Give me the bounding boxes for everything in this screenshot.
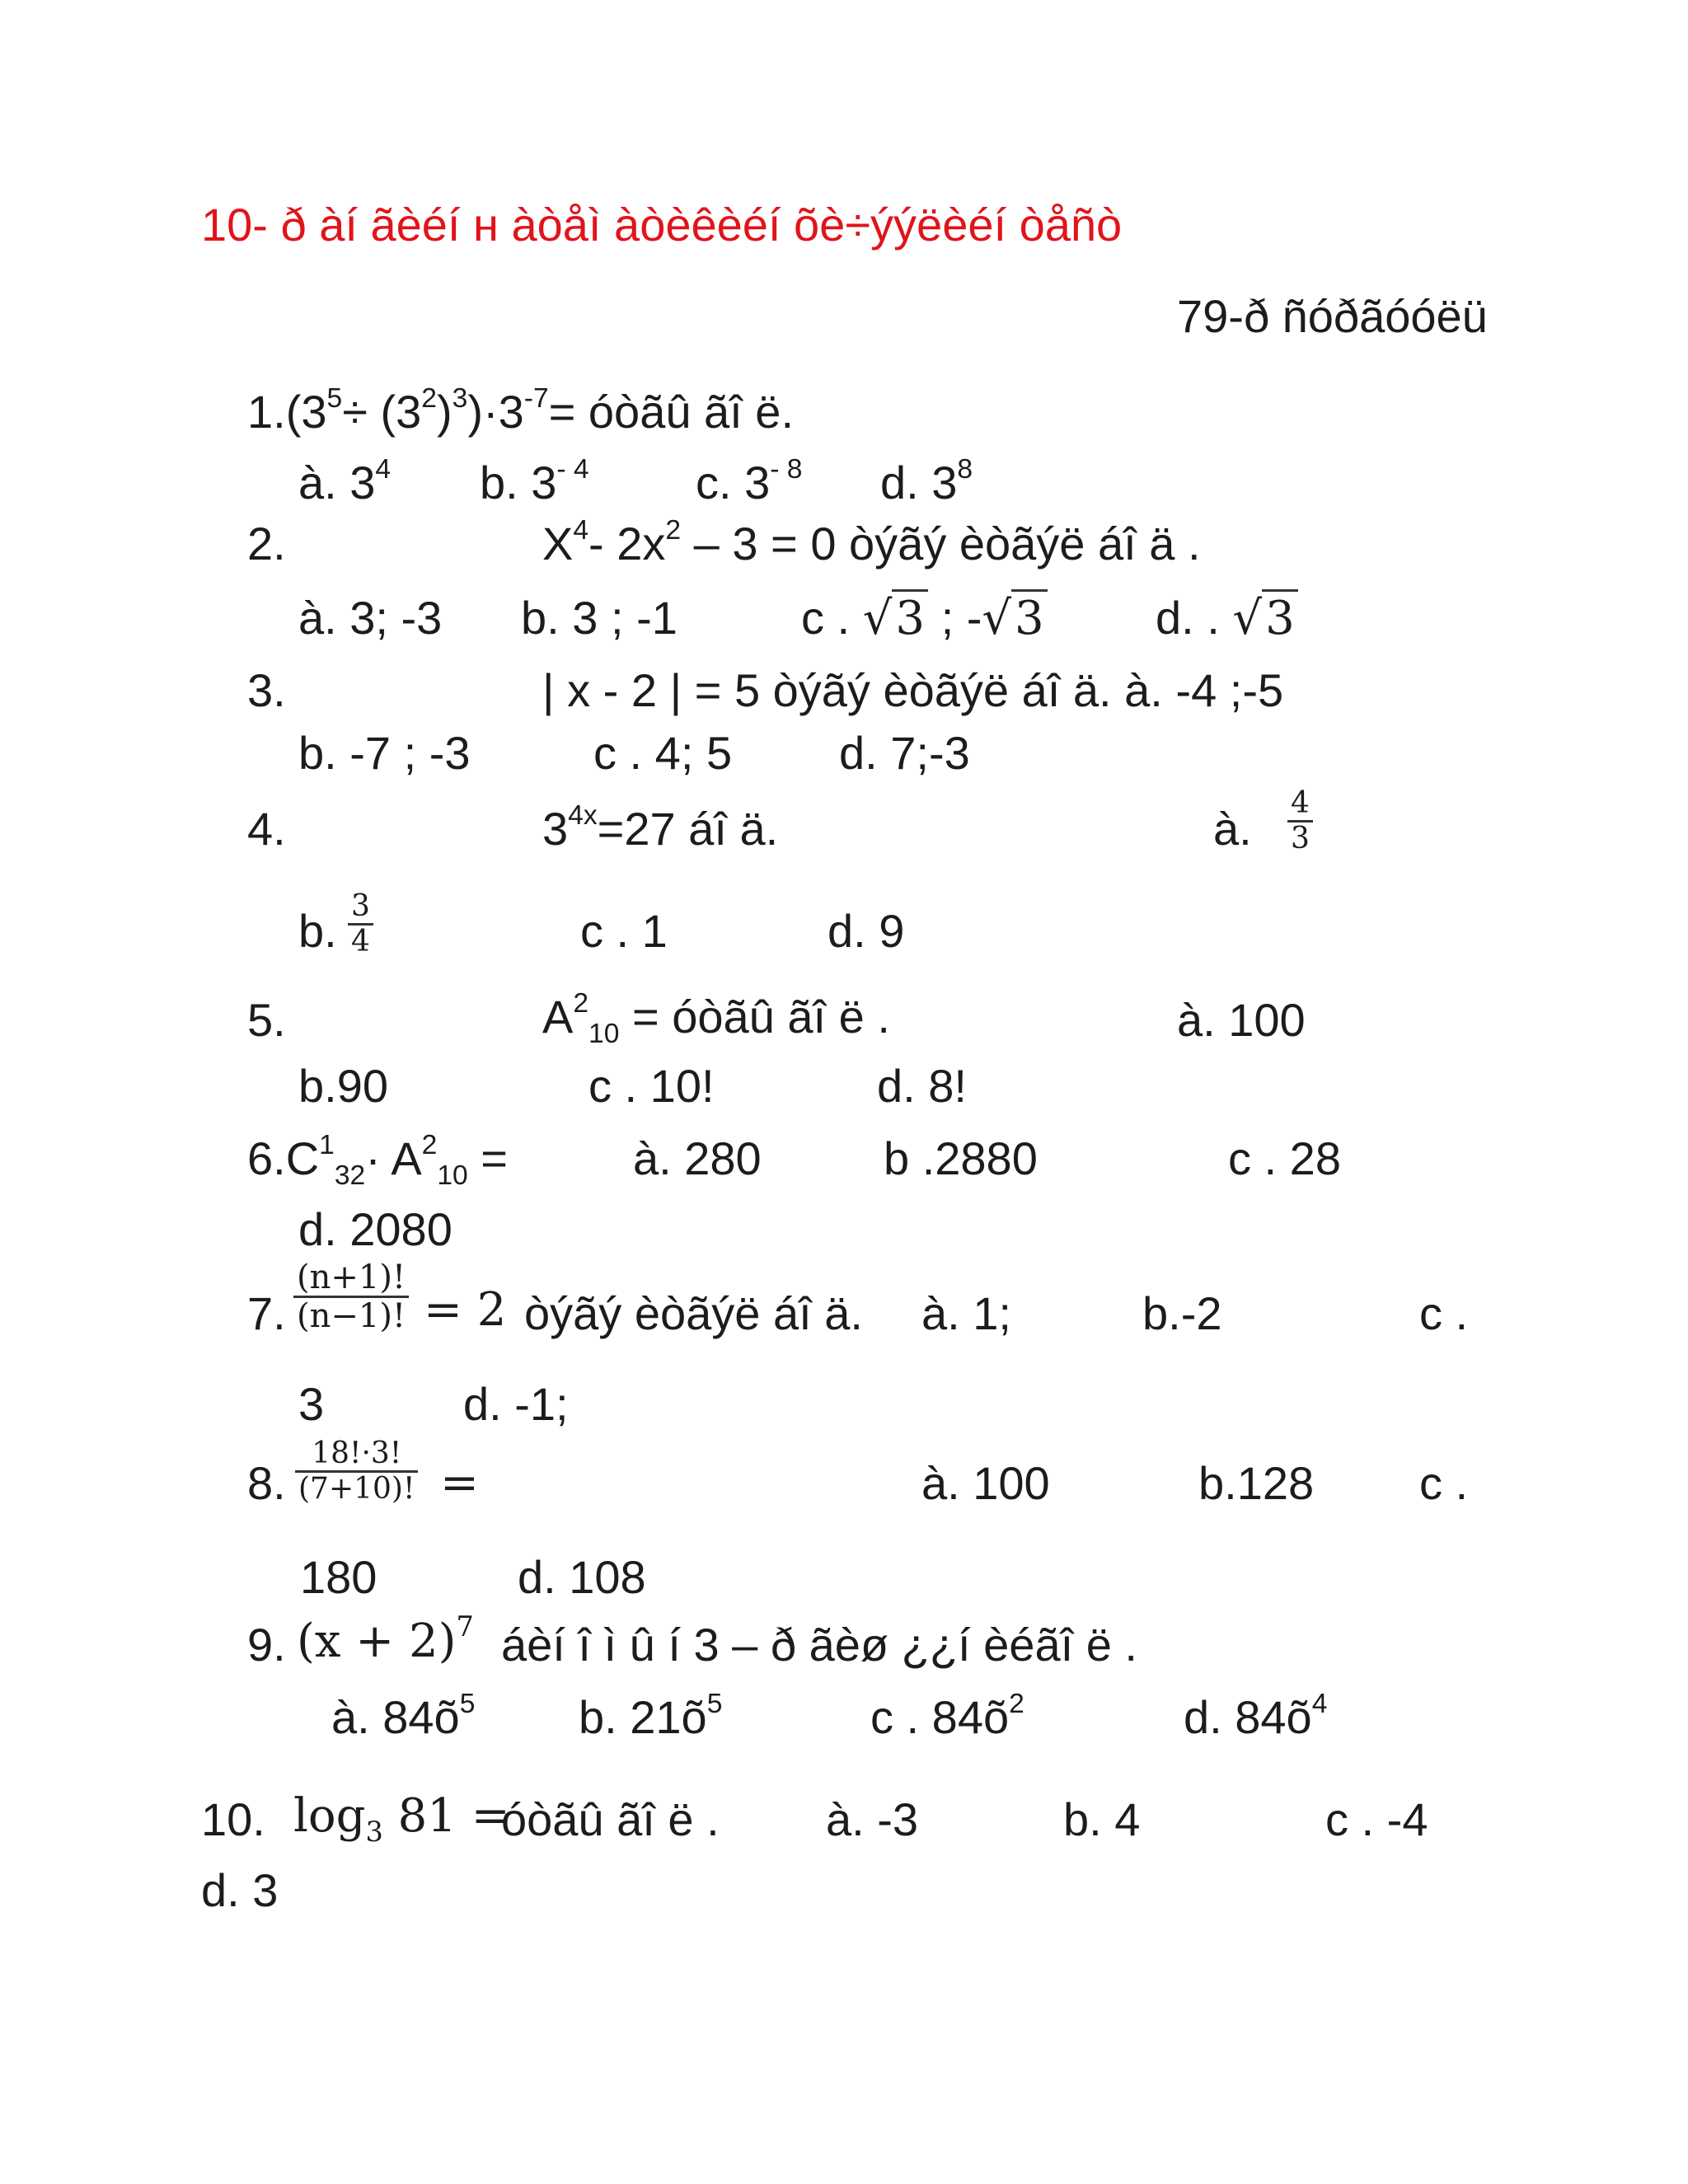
q3-option-c: c . 4; 5 xyxy=(593,727,733,779)
q7-number: 7. xyxy=(247,1287,286,1339)
q6-option-d: d. 2080 xyxy=(298,1203,452,1255)
q9-number: 9. xyxy=(247,1619,286,1671)
q7-option-c-label: c . xyxy=(1419,1287,1469,1339)
q1-mid: )·3 xyxy=(467,386,524,438)
q4-option-b-fraction: $\frac{3}{4}$ xyxy=(348,890,373,958)
q5-option-a: à. 100 xyxy=(1177,994,1306,1046)
q8-option-c-label: c . xyxy=(1419,1457,1469,1509)
q9-option-c: c . $84õ^2$ xyxy=(870,1688,1025,1743)
q10-option-c: c . -4 xyxy=(1325,1793,1428,1845)
q6-option-b: b .2880 xyxy=(884,1132,1038,1184)
q1-option-c: c. $3^{- 8}$ xyxy=(696,453,803,509)
q5-number: 5. xyxy=(247,994,286,1046)
q7-option-c-value: 3 xyxy=(298,1378,325,1430)
q9-option-a: à. $84õ^5$ xyxy=(331,1688,476,1743)
worksheet-title: 10- ð àí ãèéí н àòåì àòèêèéí õè÷ýýëèéí òåñò xyxy=(201,199,1123,251)
q4-option-d: d. 9 xyxy=(828,905,905,957)
q1-exp1: 5 xyxy=(326,382,343,414)
q5-option-c: c . 10! xyxy=(588,1060,715,1112)
q4-option-c: c . 1 xyxy=(580,905,668,957)
q7-equals: = 2 xyxy=(424,1283,507,1337)
q8-option-a: à. 100 xyxy=(921,1457,1050,1509)
q1-tail: = óòãû ãî ë. xyxy=(548,386,795,438)
q4-option-a-fraction: $\frac{4}{3}$ xyxy=(1287,787,1313,855)
q2-option-d: d. . √3 xyxy=(1156,595,1298,642)
q3-number: 3. xyxy=(247,664,286,716)
q8-number: 8. xyxy=(247,1457,286,1509)
q10-text: óòãû ãî ë . xyxy=(501,1793,720,1845)
q3-option-d: d. 7;-3 xyxy=(839,727,970,779)
q9-expression: $(x + 2)^7$ xyxy=(297,1610,474,1668)
q1-option-a: à. $3^4$ xyxy=(298,453,392,509)
q2-option-c: c . √3 ; -√3 xyxy=(801,595,1048,642)
q5-option-b: b.90 xyxy=(298,1060,388,1112)
q7-text: òýãý èòãýë áî ä. xyxy=(524,1287,863,1339)
q8-equals: = xyxy=(440,1456,479,1510)
q2-option-b: b. 3 ; -1 xyxy=(521,592,678,644)
q1-option-b: b. $3^{- 4}$ xyxy=(480,453,589,509)
q10-option-b: b. 4 xyxy=(1063,1793,1141,1845)
q8-option-d: d. 108 xyxy=(518,1551,646,1603)
q7-option-a: à. 1; xyxy=(921,1287,1011,1339)
q1-base: 3 xyxy=(301,386,327,438)
q1-exp3: 3 xyxy=(452,382,468,414)
q8-fraction: $\frac{18!\cdot 3!}{(7+10)!}$ xyxy=(295,1437,418,1505)
q5-option-d: d. 8! xyxy=(877,1060,967,1112)
variant-label: 79-ð ñóðãóóëü xyxy=(1177,290,1488,342)
question-1: $1.(3^5\div (3^2)^3)\cdot 3^{-7}=$ óòãû ãî ë. xyxy=(247,382,795,438)
q1-base2: (3 xyxy=(380,386,422,438)
q9-text: áèí î ì û í 3 – ð ãèø ¿¿í èéãî ë . xyxy=(501,1619,1137,1671)
q10-option-d: d. 3 xyxy=(201,1864,279,1916)
q1-option-d: d. $3^8$ xyxy=(880,453,973,509)
q2-option-a: à. 3; -3 xyxy=(298,592,443,644)
q2-number: 2. xyxy=(247,518,286,569)
q7-option-d: d. -1; xyxy=(463,1378,569,1430)
q3-option-b: b. -7 ; -3 xyxy=(298,727,471,779)
q8-option-c-value: 180 xyxy=(300,1551,377,1603)
q4-equation: $3^{4x}=27$ áî ä. xyxy=(542,799,779,855)
q2-equation: $X^4-$ $2x^2 - 3 = 0$ òýãý èòãýë áî ä . xyxy=(542,514,1201,569)
q10-option-a: à. -3 xyxy=(826,1793,919,1845)
q10-number: 10. xyxy=(201,1793,265,1845)
q1-exp2: 2 xyxy=(421,382,437,414)
q7-option-b: b.-2 xyxy=(1142,1287,1222,1339)
q6-option-a: à. 280 xyxy=(633,1132,762,1184)
q4-number: 4. xyxy=(247,803,286,855)
q6-expression: $6.C^1_{32}\cdot A^2_{10}$ = xyxy=(247,1129,508,1191)
q4-option-b-label: b. xyxy=(298,905,337,957)
q7-fraction: $\frac{(n+1)!}{(n-1)!}$ xyxy=(293,1259,409,1334)
q3-equation: | x - 2 | = 5 òýãý èòãýë áî ä. à. -4 ;-5 xyxy=(542,664,1284,716)
q8-option-b: b.128 xyxy=(1198,1457,1315,1509)
q1-exp4: -7 xyxy=(523,382,549,414)
q6-option-c: c . 28 xyxy=(1228,1132,1341,1184)
q4-option-a-label: à. xyxy=(1213,803,1252,855)
q1-number: 1. xyxy=(247,386,286,438)
q10-log-expression: $\log_3 81$ = xyxy=(293,1789,510,1848)
q5-expression: $A^2_{10}$ = óòãû ãî ë . xyxy=(542,987,890,1049)
q9-option-b: b. $21õ^5$ xyxy=(579,1688,723,1743)
q1-divide: ÷ xyxy=(342,386,368,438)
q9-option-d: d. $84õ^4$ xyxy=(1184,1688,1328,1743)
